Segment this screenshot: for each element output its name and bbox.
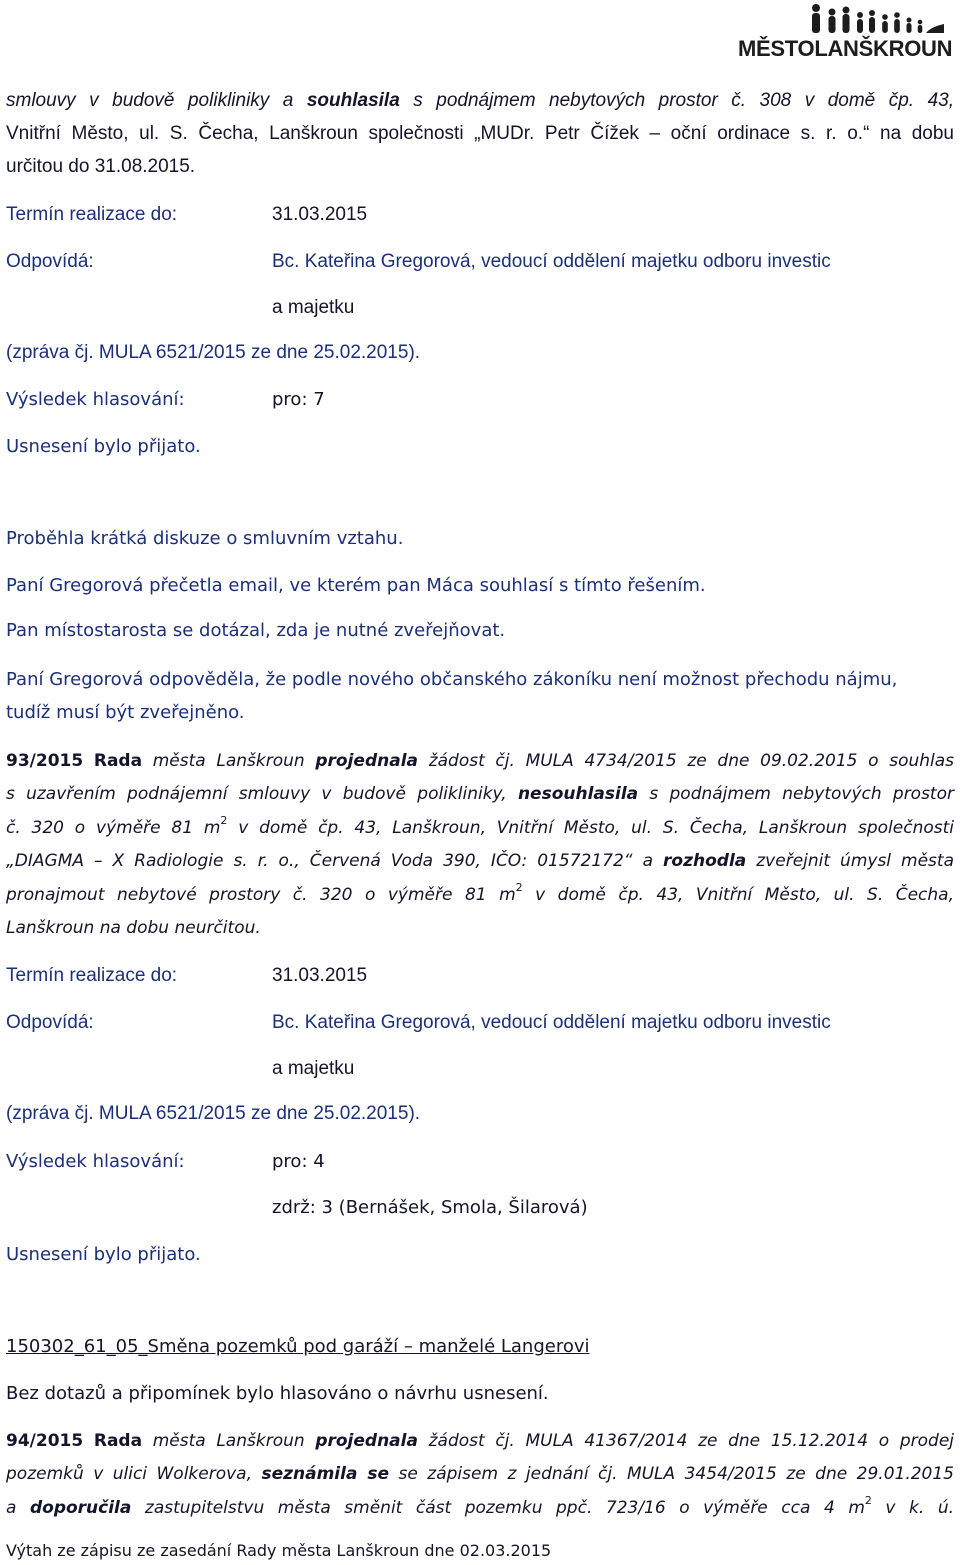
termin-value-2: 31.03.2015 (272, 965, 368, 986)
zprava-1: (zpráva čj. MULA 6521/2015 ze dne 25.02.2015). (6, 342, 421, 363)
resolution-94 (6, 1430, 954, 1530)
termin-label-2: Termín realizace do: (6, 965, 178, 986)
res93-line-4: „DIAGMA – X Radiologie s. r. o., Červená Voda 390, IČO: 01572172“ a rozhodla zveřejnit úmysl města (6, 851, 954, 871)
discussion-line-4: Paní Gregorová odpověděla, že podle nového občanského zákoníku není možnost přechodu nájmu, (6, 669, 898, 690)
logo-text (738, 36, 952, 62)
odpovida-label-2: Odpovídá: (6, 1012, 94, 1033)
res93-line-2: s uzavřením podnájemní smlouvy v budově polikliniky, nesouhlasila s podnájmem nebytových prostor (6, 784, 954, 804)
vysledek-label-1: Výsledek hlasování: (6, 389, 185, 410)
city-logo (738, 2, 954, 64)
res93-line-1: 93/2015 Rada města Lanškroun projednala žádost čj. MULA 4734/2015 ze dne 09.02.2015 o souhlas (6, 751, 955, 771)
page-footer: Výtah ze zápisu ze zasedání Rady města Lanškroun dne 02.03.2015 (6, 1541, 552, 1560)
res94-line-2: pozemků v ulici Wolkerova, seznámila se se zápisem z jednání čj. MULA 3454/2015 ze dne 29.01.2015 (6, 1464, 954, 1484)
termin-label-1: Termín realizace do: (6, 204, 178, 225)
contract-line-3: určitou do 31.08.2015. (6, 156, 196, 177)
termin-value-1: 31.03.2015 (272, 204, 368, 225)
contract-line-2: Vnitřní Město, ul. S. Čecha, Lanškroun společnosti „MUDr. Petr Čížek – oční ordinace s. r. o.“ na dobu (6, 123, 954, 144)
discussion-line-2: Paní Gregorová přečetla email, ve kterém pan Máca souhlasí s tímto řešením. (6, 575, 706, 596)
discussion-line-3: Pan místostarosta se dotázal, zda je nutné zveřejňovat. (6, 620, 506, 641)
logo-text-right: LANŠKROUN (814, 36, 953, 61)
res93-line-3: č. 320 o výměře 81 $m^2$ v domě čp. 43, Lanškroun, Vnitřní Město, ul. S. Čecha, Lanškroun společnosti (6, 814, 954, 838)
logo-figures-icon (808, 2, 948, 36)
usneseni-2: Usnesení bylo přijato. (6, 1244, 201, 1265)
usneseni-1: Usnesení bylo přijato. (6, 436, 201, 457)
odpovida-label-1: Odpovídá: (6, 251, 94, 272)
res94-line-1: 94/2015 Rada města Lanškroun projednala žádost čj. MULA 41367/2014 ze dne 15.12.2014 o prodej (6, 1431, 954, 1451)
odpovida-value2-1: a majetku (272, 297, 355, 318)
vysledek-pro-2: pro: 4 (272, 1151, 325, 1172)
discussion-line-5: tudíž musí být zveřejněno. (6, 702, 245, 723)
discussion-line-1: Proběhla krátká diskuze o smluvním vztahu. (6, 528, 404, 549)
section-note: Bez dotazů a připomínek bylo hlasováno o návrhu usnesení. (6, 1383, 549, 1404)
odpovida-value-1: Bc. Kateřina Gregorová, vedoucí oddělení majetku odboru investic (272, 251, 831, 272)
contract-line-1: smlouvy v budově polikliniky a souhlasila s podnájmem nebytových prostor č. 308 v domě čp. 43, (6, 90, 954, 111)
odpovida-value2-2: a majetku (272, 1058, 355, 1079)
zprava-2: (zpráva čj. MULA 6521/2015 ze dne 25.02.2015). (6, 1103, 421, 1124)
vysledek-label-2: Výsledek hlasování: (6, 1151, 185, 1172)
section-heading: 150302_61_05_Směna pozemků pod garáží – manželé Langerovi (6, 1336, 590, 1357)
res94-line-3: a doporučila zastupitelstvu města směnit část pozemku ppč. 723/16 o výměře cca 4 $m^2$ v k. ú. (6, 1494, 955, 1518)
contract-paragraph (6, 90, 954, 178)
odpovida-value-2: Bc. Kateřina Gregorová, vedoucí oddělení majetku odboru investic (272, 1012, 831, 1033)
vysledek-zdrz-2: zdrž: 3 (Bernášek, Smola, Šilarová) (272, 1197, 588, 1218)
vysledek-pro-1: pro: 7 (272, 389, 325, 410)
resolution-93 (6, 750, 954, 939)
logo-text-left: MĚSTO (738, 36, 815, 61)
res93-line-5: pronajmout nebytové prostory č. 320 o výměře 81 $m^2$ v domě čp. 43, Vnitřní Město, ul. S. Čecha, (6, 881, 954, 905)
res93-line-6: Lanškroun na dobu neurčitou. (6, 918, 261, 938)
